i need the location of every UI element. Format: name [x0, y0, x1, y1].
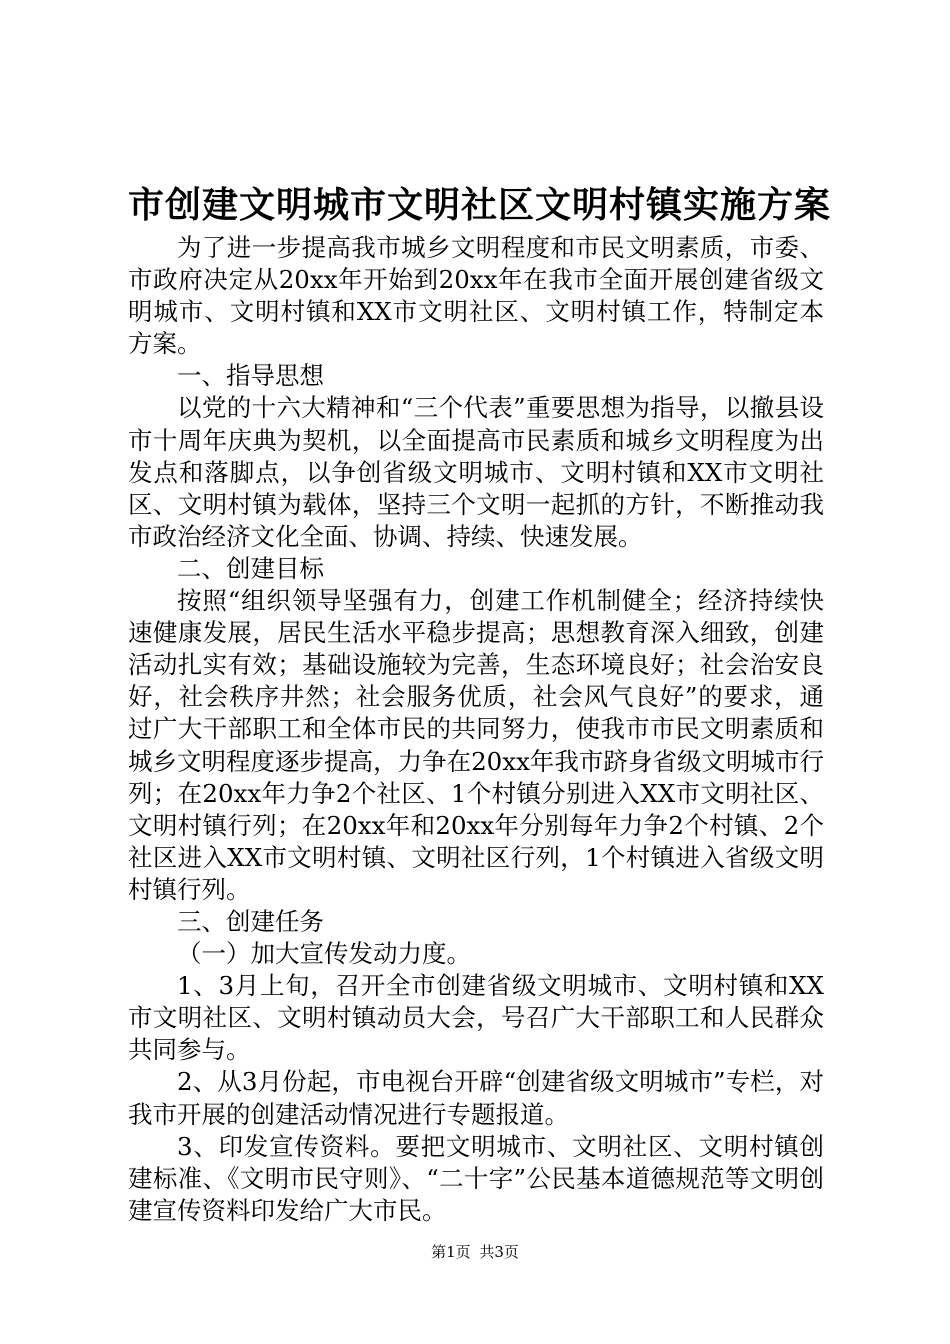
paragraph-intro: 为了进一步提高我市城乡文明程度和市民文明素质，市委、市政府决定从20xx年开始到20xx年在我市全面开展创建省级文明城市、文明村镇和XX市文明社区、文明村镇工作，特制定本方案。	[128, 233, 824, 359]
page-number: 第1页	[431, 1243, 471, 1261]
list-item-task-1: 1、3月上旬，召开全市创建省级文明城市、文明村镇和XX市文明社区、文明村镇动员大会，号召广大干部职工和人民群众共同参与。	[128, 971, 824, 1065]
document-body	[128, 232, 824, 1227]
section-heading-goals: 二、创建目标	[177, 553, 324, 583]
list-item-task-3: 3、印发宣传资料。要把文明城市、文明社区、文明村镇创建标准、《文明市民守则》、“二十字”公民基本道德规范等文明创建宣传资料印发给广大市民。	[128, 1131, 824, 1225]
page-total: 共3页	[479, 1243, 519, 1261]
paragraph-guiding-ideology: 以党的十六大精神和“三个代表”重要思想为指导，以撤县设市十周年庆典为契机，以全面提高市民素质和城乡文明程度为出发点和落脚点，以争创省级文明城市、文明村镇和XX市文明社区、文明村镇为载体，坚持三个文明一起抓的方针，不断推动我市政治经济文化全面、协调、持续、快速发展。	[128, 393, 824, 551]
section-heading-tasks: 三、创建任务	[177, 906, 324, 936]
subsection-heading-publicity: （一）加大宣传发动力度。	[177, 939, 471, 969]
page-footer	[0, 1241, 950, 1263]
paragraph-goals: 按照“组织领导坚强有力，创建工作机制健全；经济持续快速健康发展，居民生活水平稳步提高；思想教育深入细致，创建活动扎实有效；基础设施较为完善，生态环境良好；社会治安良好，社会秩序井然；社会服务优质，社会风气良好”的要求，通过广大干部职工和全体市民的共同努力，使我市市民文明素质和城乡文明程度逐步提高，力争在20xx年我市跻身省级文明城市行列；在20xx年力争2个社区、1个村镇分别进入XX市文明社区、文明村镇行列；在20xx年和20xx年分别每年力争2个村镇、2个社区进入XX市文明村镇、文明社区行列，1个村镇进入省级文明村镇行列。	[128, 586, 824, 904]
list-item-task-2: 2、从3月份起，市电视台开辟“创建省级文明城市”专栏，对我市开展的创建活动情况进行专题报道。	[128, 1067, 824, 1129]
document-title: 市创建文明城市文明社区文明村镇实施方案	[128, 185, 832, 226]
section-heading-guiding-ideology: 一、指导思想	[177, 361, 324, 391]
